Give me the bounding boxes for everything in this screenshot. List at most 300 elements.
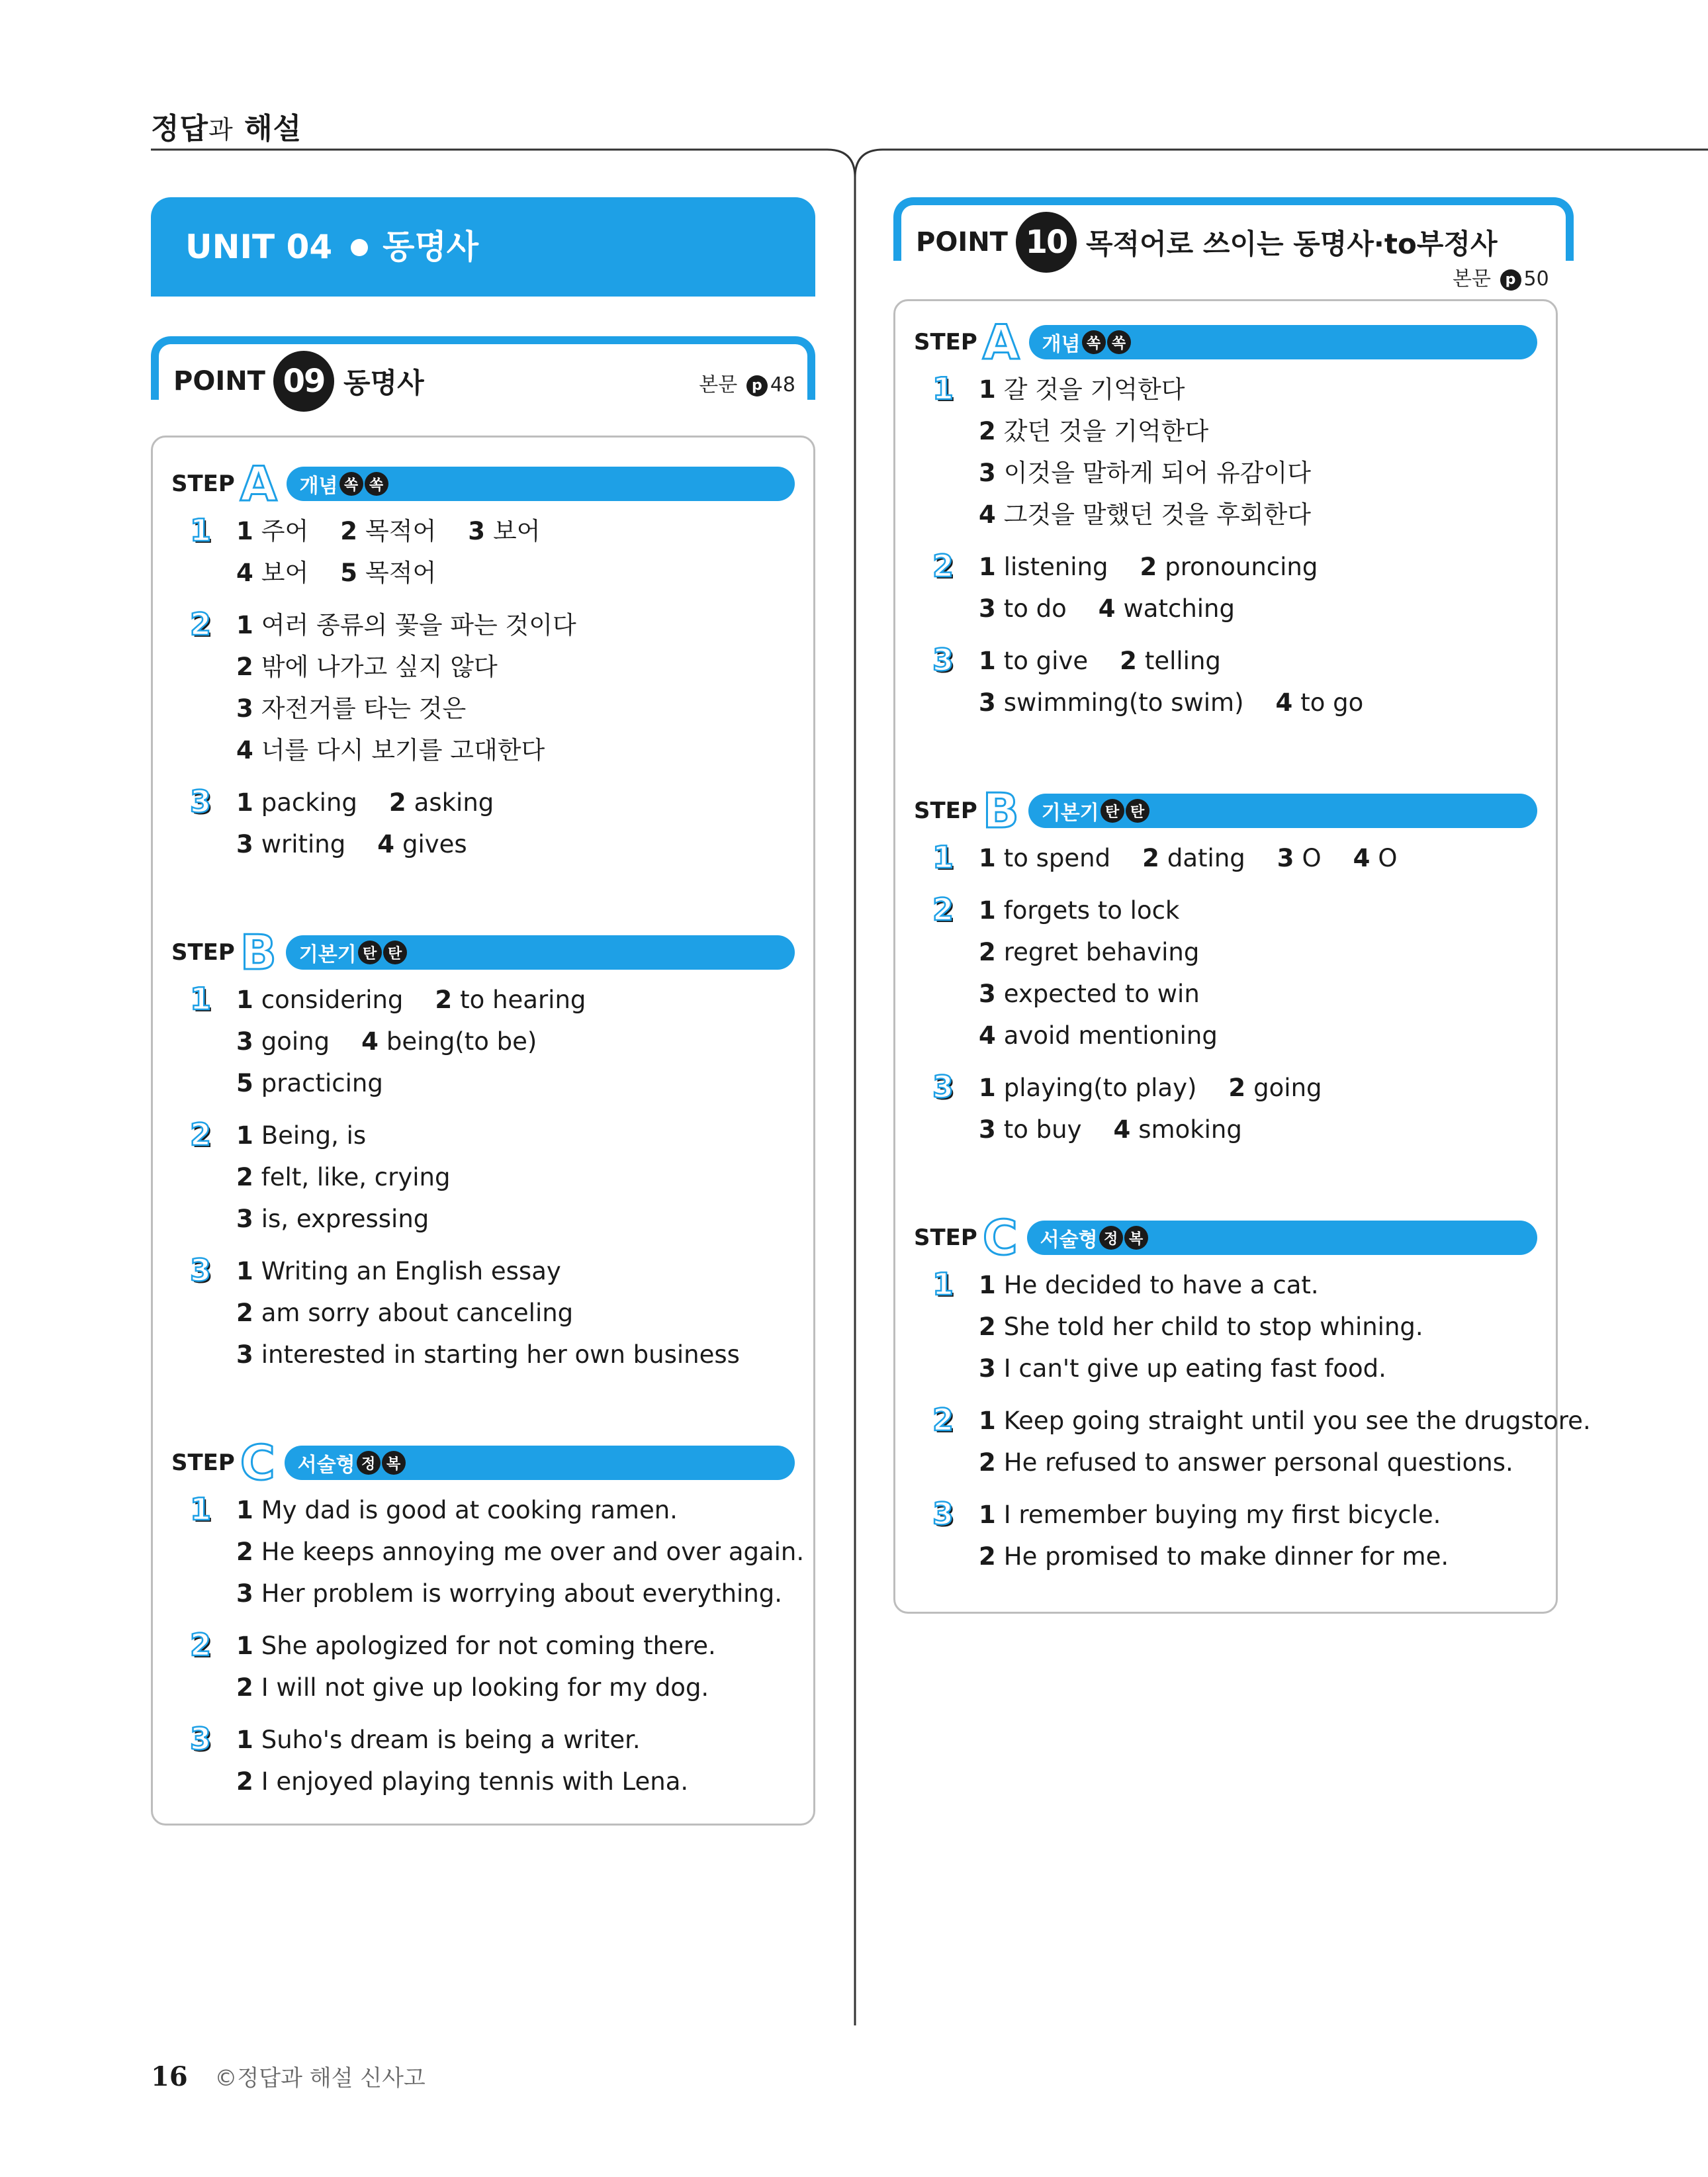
answer-text: He decided to have a cat. bbox=[1003, 1271, 1319, 1299]
answer-number: 1 bbox=[236, 788, 253, 817]
answer-item bbox=[1353, 837, 1398, 879]
answer-row bbox=[236, 1573, 795, 1614]
answer-text: 너를 다시 보기를 고대한다 bbox=[261, 736, 545, 764]
step-badge: 쏙 bbox=[1107, 330, 1131, 354]
answer-text: 주어 bbox=[261, 517, 309, 545]
step-header-a bbox=[171, 456, 795, 512]
answer-row bbox=[236, 782, 795, 823]
answer-item bbox=[1276, 682, 1364, 723]
answer-item bbox=[236, 1761, 688, 1802]
answer-number: 3 bbox=[236, 694, 253, 723]
answer-item bbox=[979, 890, 1179, 931]
answer-text: I can't give up eating fast food. bbox=[1003, 1354, 1386, 1383]
answer-number: 2 bbox=[435, 986, 453, 1014]
answer-item bbox=[979, 1536, 1449, 1577]
page-reference bbox=[1453, 262, 1549, 291]
step-word: STEP bbox=[171, 1450, 235, 1476]
question-group bbox=[914, 1067, 1537, 1150]
page-ref-prefix: 본문 bbox=[699, 373, 738, 396]
answer-number: 4 bbox=[236, 559, 253, 587]
question-group bbox=[914, 546, 1537, 629]
answer-number: 1 bbox=[979, 647, 996, 675]
answer-number: 1 bbox=[236, 1496, 253, 1524]
step-pill bbox=[287, 467, 795, 501]
footer bbox=[151, 2060, 426, 2092]
answer-row bbox=[236, 1761, 795, 1802]
answer-row bbox=[236, 646, 795, 688]
answer-number: 2 bbox=[236, 1538, 253, 1566]
answer-text: Keep going straight until you see the drugstore. bbox=[1003, 1407, 1591, 1435]
answer-item bbox=[435, 979, 586, 1021]
answer-number: 1 bbox=[979, 896, 996, 925]
answer-text: 밖에 나가고 싶지 않다 bbox=[261, 653, 498, 681]
answer-item bbox=[979, 369, 1185, 410]
answer-text: regret behaving bbox=[1003, 938, 1200, 966]
answer-number: 2 bbox=[1120, 647, 1137, 675]
answer-number: 1 bbox=[979, 1074, 996, 1102]
step-word: STEP bbox=[914, 798, 977, 824]
page-ref-number: 48 bbox=[770, 373, 795, 396]
question-group bbox=[171, 1250, 795, 1375]
answer-item bbox=[979, 973, 1200, 1015]
step-header-c bbox=[914, 1210, 1537, 1266]
answer-row bbox=[236, 979, 795, 1021]
answer-row bbox=[979, 1494, 1537, 1536]
step-pill bbox=[286, 935, 795, 970]
step-letter: A bbox=[240, 456, 277, 512]
step-badge: 탄 bbox=[383, 941, 407, 964]
question-group bbox=[914, 837, 1537, 879]
answer-text: listening bbox=[1003, 553, 1108, 581]
answer-item bbox=[979, 1306, 1423, 1348]
question-number: 1 bbox=[932, 371, 954, 406]
step-pill bbox=[1027, 1221, 1537, 1255]
step-pill bbox=[1029, 325, 1537, 359]
answer-item bbox=[361, 1021, 537, 1062]
answer-item bbox=[236, 729, 545, 771]
answer-row bbox=[979, 1536, 1537, 1577]
answer-row bbox=[236, 604, 795, 646]
answer-text: going bbox=[1253, 1074, 1322, 1102]
answer-text: She told her child to stop whining. bbox=[1003, 1313, 1423, 1341]
question-number: 2 bbox=[932, 548, 954, 584]
answer-row bbox=[236, 1719, 795, 1761]
answer-text: 갈 것을 기억한다 bbox=[1003, 375, 1185, 404]
question-number: 1 bbox=[932, 839, 954, 875]
answer-item bbox=[1277, 837, 1322, 879]
question-group bbox=[171, 510, 795, 594]
question-number: 3 bbox=[932, 1069, 954, 1105]
answer-row bbox=[236, 1625, 795, 1667]
answer-number: 2 bbox=[1140, 553, 1157, 581]
answer-number: 1 bbox=[236, 1257, 253, 1285]
answer-row bbox=[979, 1442, 1537, 1483]
answer-number: 1 bbox=[979, 375, 996, 404]
answer-text: 보어 bbox=[492, 517, 541, 545]
answer-text: asking bbox=[414, 788, 494, 817]
step-letter: C bbox=[240, 1435, 275, 1491]
answer-text: is, expressing bbox=[261, 1205, 429, 1233]
answer-row bbox=[236, 510, 795, 552]
answer-text: I remember buying my first bicycle. bbox=[1003, 1501, 1441, 1529]
answer-row bbox=[236, 729, 795, 771]
answer-row bbox=[979, 640, 1537, 682]
answer-row bbox=[236, 1489, 795, 1531]
step-header-a bbox=[914, 314, 1537, 370]
step-pill-label: 개념 bbox=[299, 475, 338, 498]
answer-number: 2 bbox=[388, 788, 406, 817]
point-10-header bbox=[893, 197, 1574, 261]
answer-row bbox=[236, 1062, 795, 1104]
answer-number: 4 bbox=[236, 736, 253, 764]
answer-number: 4 bbox=[979, 1021, 996, 1050]
answer-number: 1 bbox=[236, 611, 253, 639]
answer-number: 3 bbox=[468, 517, 485, 545]
step-badge: 탄 bbox=[1126, 799, 1149, 823]
question-number: 1 bbox=[190, 981, 212, 1017]
answer-text: He keeps annoying me over and over again. bbox=[261, 1538, 805, 1566]
question-number: 2 bbox=[190, 1117, 212, 1152]
answer-number: 4 bbox=[361, 1027, 379, 1056]
answer-text: 갔던 것을 기억한다 bbox=[1003, 417, 1209, 445]
answer-number: 3 bbox=[236, 1579, 253, 1608]
page-reference bbox=[699, 368, 795, 397]
question-group bbox=[171, 1115, 795, 1240]
question-group bbox=[171, 1489, 805, 1614]
answer-text: He refused to answer personal questions. bbox=[1003, 1448, 1513, 1477]
step-letter: C bbox=[982, 1210, 1018, 1266]
answer-item bbox=[236, 646, 498, 688]
answer-item bbox=[1228, 1067, 1322, 1109]
step-letter: A bbox=[982, 314, 1020, 370]
footer-brand: ©정답과 해설 신사고 bbox=[214, 2065, 426, 2092]
step-badge: 복 bbox=[1124, 1226, 1148, 1250]
answer-item bbox=[979, 1067, 1196, 1109]
answer-text: forgets to lock bbox=[1003, 896, 1180, 925]
answer-item bbox=[236, 510, 308, 552]
answer-text: practicing bbox=[261, 1069, 383, 1097]
answer-row bbox=[236, 1156, 795, 1198]
step-word: STEP bbox=[171, 939, 235, 966]
answer-number: 3 bbox=[979, 459, 996, 487]
answer-row bbox=[979, 837, 1537, 879]
step-badge: 복 bbox=[382, 1451, 406, 1475]
answer-item bbox=[979, 452, 1311, 494]
answer-number: 3 bbox=[979, 1354, 996, 1383]
answer-text: 목적어 bbox=[365, 559, 437, 587]
step-word: STEP bbox=[914, 329, 977, 355]
answer-item bbox=[979, 1400, 1591, 1442]
question-group bbox=[914, 1264, 1537, 1389]
answer-item bbox=[236, 1719, 641, 1761]
unit-label: UNIT 04 bbox=[185, 228, 333, 266]
answer-number: 4 bbox=[1098, 594, 1116, 623]
point-title: 목적어로 쓰이는 동명사·to부정사 bbox=[1085, 228, 1498, 260]
question-number: 1 bbox=[190, 1491, 212, 1527]
point-10-content bbox=[893, 299, 1591, 1614]
page-p-icon: p bbox=[1500, 269, 1521, 291]
point-09-header bbox=[151, 336, 815, 400]
answer-item bbox=[236, 1334, 740, 1375]
answer-text: to go bbox=[1300, 688, 1364, 717]
answer-item bbox=[468, 510, 540, 552]
answer-row bbox=[236, 688, 795, 729]
question-group bbox=[171, 604, 795, 771]
point-number-badge: 10 bbox=[1016, 212, 1077, 273]
answer-text: Being, is bbox=[261, 1121, 367, 1150]
question-number: 3 bbox=[190, 784, 212, 819]
step-pill bbox=[1028, 794, 1537, 828]
answer-row bbox=[979, 1109, 1537, 1150]
step-badge: 정 bbox=[357, 1451, 381, 1475]
running-head-small: 과 bbox=[208, 115, 234, 144]
bullet-dot-icon bbox=[351, 239, 368, 256]
answer-number: 2 bbox=[236, 1673, 253, 1702]
question-number: 3 bbox=[190, 1721, 212, 1757]
answer-item bbox=[236, 979, 403, 1021]
step-word: STEP bbox=[171, 471, 235, 497]
answer-item bbox=[236, 1625, 716, 1667]
answer-number: 4 bbox=[1275, 688, 1293, 717]
step-pill bbox=[285, 1446, 795, 1480]
answer-row bbox=[979, 546, 1537, 588]
answer-item bbox=[236, 1198, 429, 1240]
step-letter: B bbox=[240, 925, 277, 980]
answer-row bbox=[979, 682, 1537, 723]
answer-item bbox=[979, 1442, 1513, 1483]
question-group bbox=[171, 1719, 795, 1802]
unit-topic: 동명사 bbox=[382, 228, 479, 266]
question-number: 2 bbox=[190, 1627, 212, 1663]
answer-row bbox=[236, 823, 795, 865]
answer-number: 3 bbox=[236, 1027, 253, 1056]
answer-text: going bbox=[261, 1027, 330, 1056]
page-ref-prefix: 본문 bbox=[1453, 267, 1491, 291]
answer-item bbox=[377, 823, 467, 865]
answer-row bbox=[979, 1348, 1537, 1389]
step-badge: 정 bbox=[1099, 1226, 1123, 1250]
answer-number: 4 bbox=[979, 500, 996, 529]
answer-item bbox=[1114, 1109, 1242, 1150]
answer-number: 5 bbox=[236, 1069, 253, 1097]
answer-text: 자전거를 타는 것은 bbox=[261, 694, 467, 723]
question-number: 2 bbox=[190, 606, 212, 642]
answer-item bbox=[979, 1348, 1386, 1389]
answer-row bbox=[236, 552, 795, 594]
answer-text: to buy bbox=[1003, 1115, 1082, 1144]
step-word: STEP bbox=[914, 1225, 977, 1251]
answer-item bbox=[236, 552, 308, 594]
answer-row bbox=[979, 494, 1537, 535]
answer-text: He promised to make dinner for me. bbox=[1003, 1542, 1449, 1571]
answer-item bbox=[236, 1573, 782, 1614]
answer-text: Her problem is worrying about everything. bbox=[261, 1579, 783, 1608]
point-label: POINT bbox=[173, 366, 265, 396]
step-badge: 탄 bbox=[358, 941, 382, 964]
answer-text: being(to be) bbox=[386, 1027, 537, 1056]
answer-item bbox=[236, 823, 345, 865]
answer-text: felt, like, crying bbox=[261, 1163, 451, 1191]
answer-number: 2 bbox=[979, 938, 996, 966]
question-group bbox=[171, 1625, 795, 1708]
step-badge: 탄 bbox=[1101, 799, 1124, 823]
answer-text: to spend bbox=[1003, 844, 1111, 872]
answer-number: 3 bbox=[236, 830, 253, 858]
question-number: 2 bbox=[932, 1402, 954, 1438]
answer-text: I will not give up looking for my dog. bbox=[261, 1673, 709, 1702]
answer-text: to give bbox=[1003, 647, 1089, 675]
step-pill-label: 기본기 bbox=[1041, 802, 1099, 825]
answer-row bbox=[236, 1115, 795, 1156]
answer-number: 5 bbox=[340, 559, 357, 587]
answer-number: 1 bbox=[236, 1726, 253, 1754]
answer-item bbox=[1099, 588, 1235, 629]
answer-text: watching bbox=[1123, 594, 1235, 623]
answer-item bbox=[979, 931, 1199, 973]
answer-text: Suho's dream is being a writer. bbox=[261, 1726, 641, 1754]
answer-text: 그것을 말했던 것을 후회한다 bbox=[1003, 500, 1311, 529]
answer-text: O bbox=[1302, 844, 1322, 872]
answer-item bbox=[236, 1156, 450, 1198]
answer-item bbox=[236, 1062, 383, 1104]
answer-number: 4 bbox=[1353, 844, 1371, 872]
answer-row bbox=[236, 1250, 795, 1292]
answer-number: 2 bbox=[236, 1299, 253, 1327]
answer-item bbox=[979, 1264, 1319, 1306]
point-label: POINT bbox=[916, 227, 1008, 257]
answer-item bbox=[979, 1109, 1082, 1150]
answer-number: 2 bbox=[236, 1163, 253, 1191]
step-badge: 쏙 bbox=[339, 472, 363, 496]
answer-item bbox=[1140, 546, 1318, 588]
answer-item bbox=[236, 1115, 366, 1156]
answer-text: smoking bbox=[1138, 1115, 1242, 1144]
answer-row bbox=[979, 890, 1537, 931]
answer-number: 3 bbox=[236, 1340, 253, 1369]
answer-text: 보어 bbox=[261, 559, 309, 587]
answer-row bbox=[236, 1198, 795, 1240]
answer-number: 1 bbox=[979, 844, 996, 872]
answer-row bbox=[236, 1531, 805, 1573]
answer-text: playing(to play) bbox=[1003, 1074, 1197, 1102]
answer-row bbox=[236, 1667, 795, 1708]
answer-number: 2 bbox=[1142, 844, 1159, 872]
answer-item bbox=[979, 682, 1244, 723]
answer-item bbox=[236, 1489, 678, 1531]
page-p-icon: p bbox=[746, 375, 768, 396]
answer-row bbox=[979, 973, 1537, 1015]
answer-item bbox=[236, 1667, 709, 1708]
answer-row bbox=[236, 1021, 795, 1062]
answer-text: 여러 종류의 꽃을 파는 것이다 bbox=[261, 611, 576, 639]
answer-number: 2 bbox=[979, 1542, 996, 1571]
question-group bbox=[171, 782, 795, 865]
point-number-badge: 09 bbox=[273, 351, 334, 412]
answer-text: to hearing bbox=[460, 986, 586, 1014]
answer-number: 3 bbox=[1277, 844, 1294, 872]
answer-row bbox=[979, 369, 1537, 410]
answer-number: 2 bbox=[236, 653, 253, 681]
step-pill-label: 서술형 bbox=[1040, 1228, 1098, 1252]
answer-text: She apologized for not coming there. bbox=[261, 1632, 716, 1660]
step-pill-label: 개념 bbox=[1042, 333, 1081, 356]
answer-number: 2 bbox=[979, 1448, 996, 1477]
answer-row bbox=[979, 1067, 1537, 1109]
answer-row bbox=[979, 1015, 1537, 1056]
step-letter: B bbox=[982, 783, 1019, 839]
answer-text: pronouncing bbox=[1165, 553, 1318, 581]
answer-number: 2 bbox=[236, 1767, 253, 1796]
answer-item bbox=[979, 1015, 1218, 1056]
answer-number: 2 bbox=[340, 517, 357, 545]
answer-number: 1 bbox=[236, 517, 253, 545]
step-pill-label: 기본기 bbox=[298, 943, 357, 966]
answer-number: 1 bbox=[979, 1271, 996, 1299]
answer-row bbox=[236, 1292, 795, 1334]
answer-item bbox=[1120, 640, 1221, 682]
answer-number: 3 bbox=[979, 594, 996, 623]
question-number: 1 bbox=[932, 1266, 954, 1302]
step-pill-label: 서술형 bbox=[297, 1454, 355, 1477]
answer-text: My dad is good at cooking ramen. bbox=[261, 1496, 678, 1524]
answer-item bbox=[236, 1531, 804, 1573]
answer-text: 이것을 말하게 되어 유감이다 bbox=[1003, 459, 1311, 487]
question-group bbox=[914, 369, 1537, 535]
answer-number: 1 bbox=[979, 553, 996, 581]
question-number: 1 bbox=[190, 512, 212, 548]
question-number: 3 bbox=[932, 1496, 954, 1532]
answer-text: Writing an English essay bbox=[261, 1257, 561, 1285]
answer-number: 3 bbox=[979, 980, 996, 1008]
answer-text: expected to win bbox=[1003, 980, 1200, 1008]
answer-row bbox=[979, 1306, 1537, 1348]
answer-item bbox=[979, 640, 1088, 682]
question-group bbox=[914, 640, 1537, 723]
answer-number: 1 bbox=[236, 1632, 253, 1660]
answer-row bbox=[979, 931, 1537, 973]
answer-text: am sorry about canceling bbox=[261, 1299, 574, 1327]
answer-number: 3 bbox=[236, 1205, 253, 1233]
answer-item bbox=[236, 1021, 330, 1062]
answer-number: 2 bbox=[979, 1313, 996, 1341]
answer-number: 4 bbox=[1113, 1115, 1131, 1144]
running-head-end: 해설 bbox=[244, 112, 302, 146]
step-header-b bbox=[171, 925, 795, 980]
step-badge: 쏙 bbox=[1082, 330, 1106, 354]
answer-number: 4 bbox=[377, 830, 394, 858]
page-ref-number: 50 bbox=[1523, 267, 1549, 291]
step-header-c bbox=[171, 1435, 795, 1491]
question-number: 3 bbox=[932, 642, 954, 678]
answer-item bbox=[979, 546, 1108, 588]
answer-item bbox=[979, 1494, 1441, 1536]
answer-text: 목적어 bbox=[365, 517, 437, 545]
question-group bbox=[914, 890, 1537, 1056]
question-number: 3 bbox=[190, 1252, 212, 1288]
answer-row bbox=[979, 1264, 1537, 1306]
answer-item bbox=[236, 1292, 573, 1334]
answer-row bbox=[979, 452, 1537, 494]
answer-number: 1 bbox=[236, 1121, 253, 1150]
answer-text: O bbox=[1378, 844, 1398, 872]
running-head-main: 정답 bbox=[151, 112, 209, 146]
question-number: 2 bbox=[932, 892, 954, 927]
answer-number: 1 bbox=[236, 986, 253, 1014]
answer-item bbox=[979, 837, 1110, 879]
answer-text: swimming(to swim) bbox=[1003, 688, 1244, 717]
question-group bbox=[171, 979, 795, 1104]
answer-item bbox=[236, 782, 357, 823]
